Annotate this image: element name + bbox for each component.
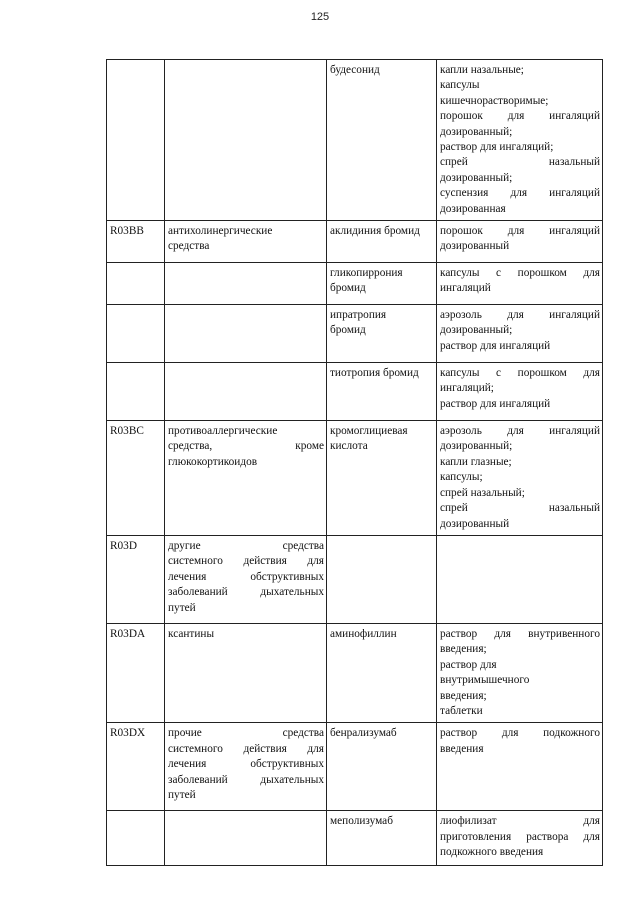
dosage-forms-cell (437, 363, 603, 421)
drug-name-cell (327, 263, 437, 305)
atc-code-cell (107, 623, 165, 722)
dosage-form-line: спрей назальный; (440, 486, 525, 499)
dosage-form-line: дозированный; (440, 440, 513, 453)
dosage-form-line: ингаляций (440, 282, 491, 295)
drug-name-cell (327, 723, 437, 811)
dosage-form-line: дозированный; (440, 125, 513, 138)
dosage-forms-cell (437, 421, 603, 536)
dosage-form-line: капсулы (440, 79, 480, 92)
dosage-form-line: суспензия для ингаляций (440, 187, 600, 200)
drug-name-cell (327, 221, 437, 263)
dosage-form-line: дозированный (440, 517, 510, 530)
group-name-cell (165, 623, 327, 722)
dosage-form-line: подкожного введения (440, 846, 544, 859)
drug-name-cell (327, 305, 437, 363)
table-row (107, 363, 603, 421)
group-name-cell (165, 305, 327, 363)
dosage-form-line: таблетки (440, 704, 483, 717)
group-name-line: средства (168, 240, 210, 253)
table-row (107, 305, 603, 363)
group-name-line: прочие средства (168, 727, 324, 740)
dosage-forms-cell (437, 60, 603, 221)
dosage-form-line: капли назальные; (440, 64, 524, 76)
drug-name-cell (327, 535, 437, 623)
dosage-form-line: внутримышечного (440, 674, 530, 687)
dosage-form-line: раствор для ингаляций (440, 339, 551, 352)
group-name-line: заболеваний дыхательных (168, 773, 324, 786)
drug-classification-table (106, 59, 603, 866)
table-row (107, 263, 603, 305)
dosage-forms-cell (437, 535, 603, 623)
drug-name-line: кислота (330, 440, 368, 453)
dosage-form-line: дозированный (440, 240, 510, 253)
drug-name-cell (327, 421, 437, 536)
group-name-line: антихолинергические (168, 225, 273, 238)
dosage-form-line: дозированный; (440, 171, 513, 184)
group-name-line: глюкокортикоидов (168, 455, 258, 468)
table-row (107, 811, 603, 866)
atc-code-text: R03D (110, 539, 137, 552)
dosage-form-line: раствор для ингаляций; (440, 141, 554, 154)
group-name-line: ксантины (168, 627, 215, 640)
dosage-forms-cell (437, 263, 603, 305)
dosage-form-line: раствор для ингаляций (440, 397, 551, 410)
dosage-form-line: порошок для ингаляций (440, 225, 600, 238)
drug-name-cell (327, 363, 437, 421)
drug-name-cell (327, 811, 437, 866)
dosage-forms-cell (437, 305, 603, 363)
dosage-form-line: раствор для внутривенного (440, 627, 600, 640)
group-name-cell (165, 221, 327, 263)
group-name-line: заболеваний дыхательных (168, 586, 324, 599)
drug-name-line: аклидиния бромид (330, 225, 420, 238)
atc-code-cell (107, 305, 165, 363)
dosage-form-line: дозированная (440, 202, 506, 215)
table-row (107, 421, 603, 536)
atc-code-cell (107, 811, 165, 866)
drug-name-cell (327, 623, 437, 722)
dosage-form-line: капсулы; (440, 471, 483, 484)
dosage-form-line: раствор для (440, 658, 497, 671)
atc-code-cell (107, 723, 165, 811)
drug-name-line: аминофиллин (330, 627, 397, 640)
group-name-cell (165, 60, 327, 221)
drug-name-line: ипратропия (330, 309, 387, 322)
dosage-form-line: капли глазные; (440, 455, 512, 468)
atc-code-cell (107, 535, 165, 623)
dosage-form-line: капсулы с порошком для (440, 367, 600, 380)
table-row (107, 60, 603, 221)
dosage-form-line: введения (440, 742, 484, 755)
dosage-form-line: капсулы с порошком для (440, 267, 600, 280)
group-name-line: лечения обструктивных (168, 758, 324, 771)
atc-code-text: R03DX (110, 727, 146, 740)
dosage-form-line: введения; (440, 689, 487, 702)
group-name-line: другие средства (168, 539, 324, 552)
group-name-line: лечения обструктивных (168, 570, 324, 583)
dosage-form-line: порошок для ингаляций (440, 110, 600, 123)
atc-code-cell (107, 263, 165, 305)
drug-name-line: бромид (330, 282, 366, 295)
group-name-line: путей (168, 601, 196, 614)
dosage-form-line: кишечнорастворимые; (440, 94, 549, 107)
group-name-cell (165, 811, 327, 866)
group-name-line: противоаллергические (168, 425, 278, 438)
drug-name-line: тиотропия бромид (330, 367, 419, 380)
dosage-form-line: аэрозоль для ингаляций (440, 425, 600, 438)
dosage-form-line: лиофилизат для (440, 815, 600, 828)
group-name-cell (165, 535, 327, 623)
atc-code-text: R03DA (110, 627, 146, 640)
drug-name-line: гликопиррония (330, 267, 403, 280)
drug-name-line: будесонид (330, 64, 380, 76)
atc-code-cell (107, 421, 165, 536)
table-row (107, 221, 603, 263)
dosage-form-line: аэрозоль для ингаляций (440, 309, 600, 322)
group-name-line: системного действия для (168, 555, 324, 568)
atc-code-text: R03BC (110, 425, 144, 438)
group-name-line: средства, кроме (168, 440, 324, 453)
drug-name-cell (327, 60, 437, 221)
group-name-line: путей (168, 788, 196, 801)
drug-name-line: бромид (330, 324, 366, 337)
dosage-form-line: спрей назальный (440, 502, 600, 515)
group-name-cell (165, 421, 327, 536)
drug-name-line: меполизумаб (330, 815, 393, 828)
atc-code-text: R03BB (110, 225, 144, 238)
dosage-forms-cell (437, 623, 603, 722)
group-name-cell (165, 723, 327, 811)
dosage-form-line: ингаляций; (440, 382, 494, 395)
dosage-form-line: дозированный; (440, 324, 513, 337)
drug-name-line: бенрализумаб (330, 727, 397, 740)
atc-code-cell (107, 363, 165, 421)
dosage-form-line: приготовления раствора для (440, 830, 600, 843)
dosage-form-line: спрей назальный (440, 156, 600, 169)
atc-code-cell (107, 221, 165, 263)
dosage-forms-cell (437, 723, 603, 811)
group-name-cell (165, 263, 327, 305)
dosage-form-line: раствор для подкожного (440, 727, 600, 740)
group-name-line: системного действия для (168, 742, 324, 755)
table-row (107, 623, 603, 722)
dosage-form-line: введения; (440, 643, 487, 656)
table-row (107, 535, 603, 623)
drug-name-line: кромоглициевая (330, 425, 408, 438)
dosage-forms-cell (437, 811, 603, 866)
group-name-cell (165, 363, 327, 421)
dosage-forms-cell (437, 221, 603, 263)
page-number: 125 (310, 11, 330, 23)
table-row (107, 723, 603, 811)
atc-code-cell (107, 60, 165, 221)
